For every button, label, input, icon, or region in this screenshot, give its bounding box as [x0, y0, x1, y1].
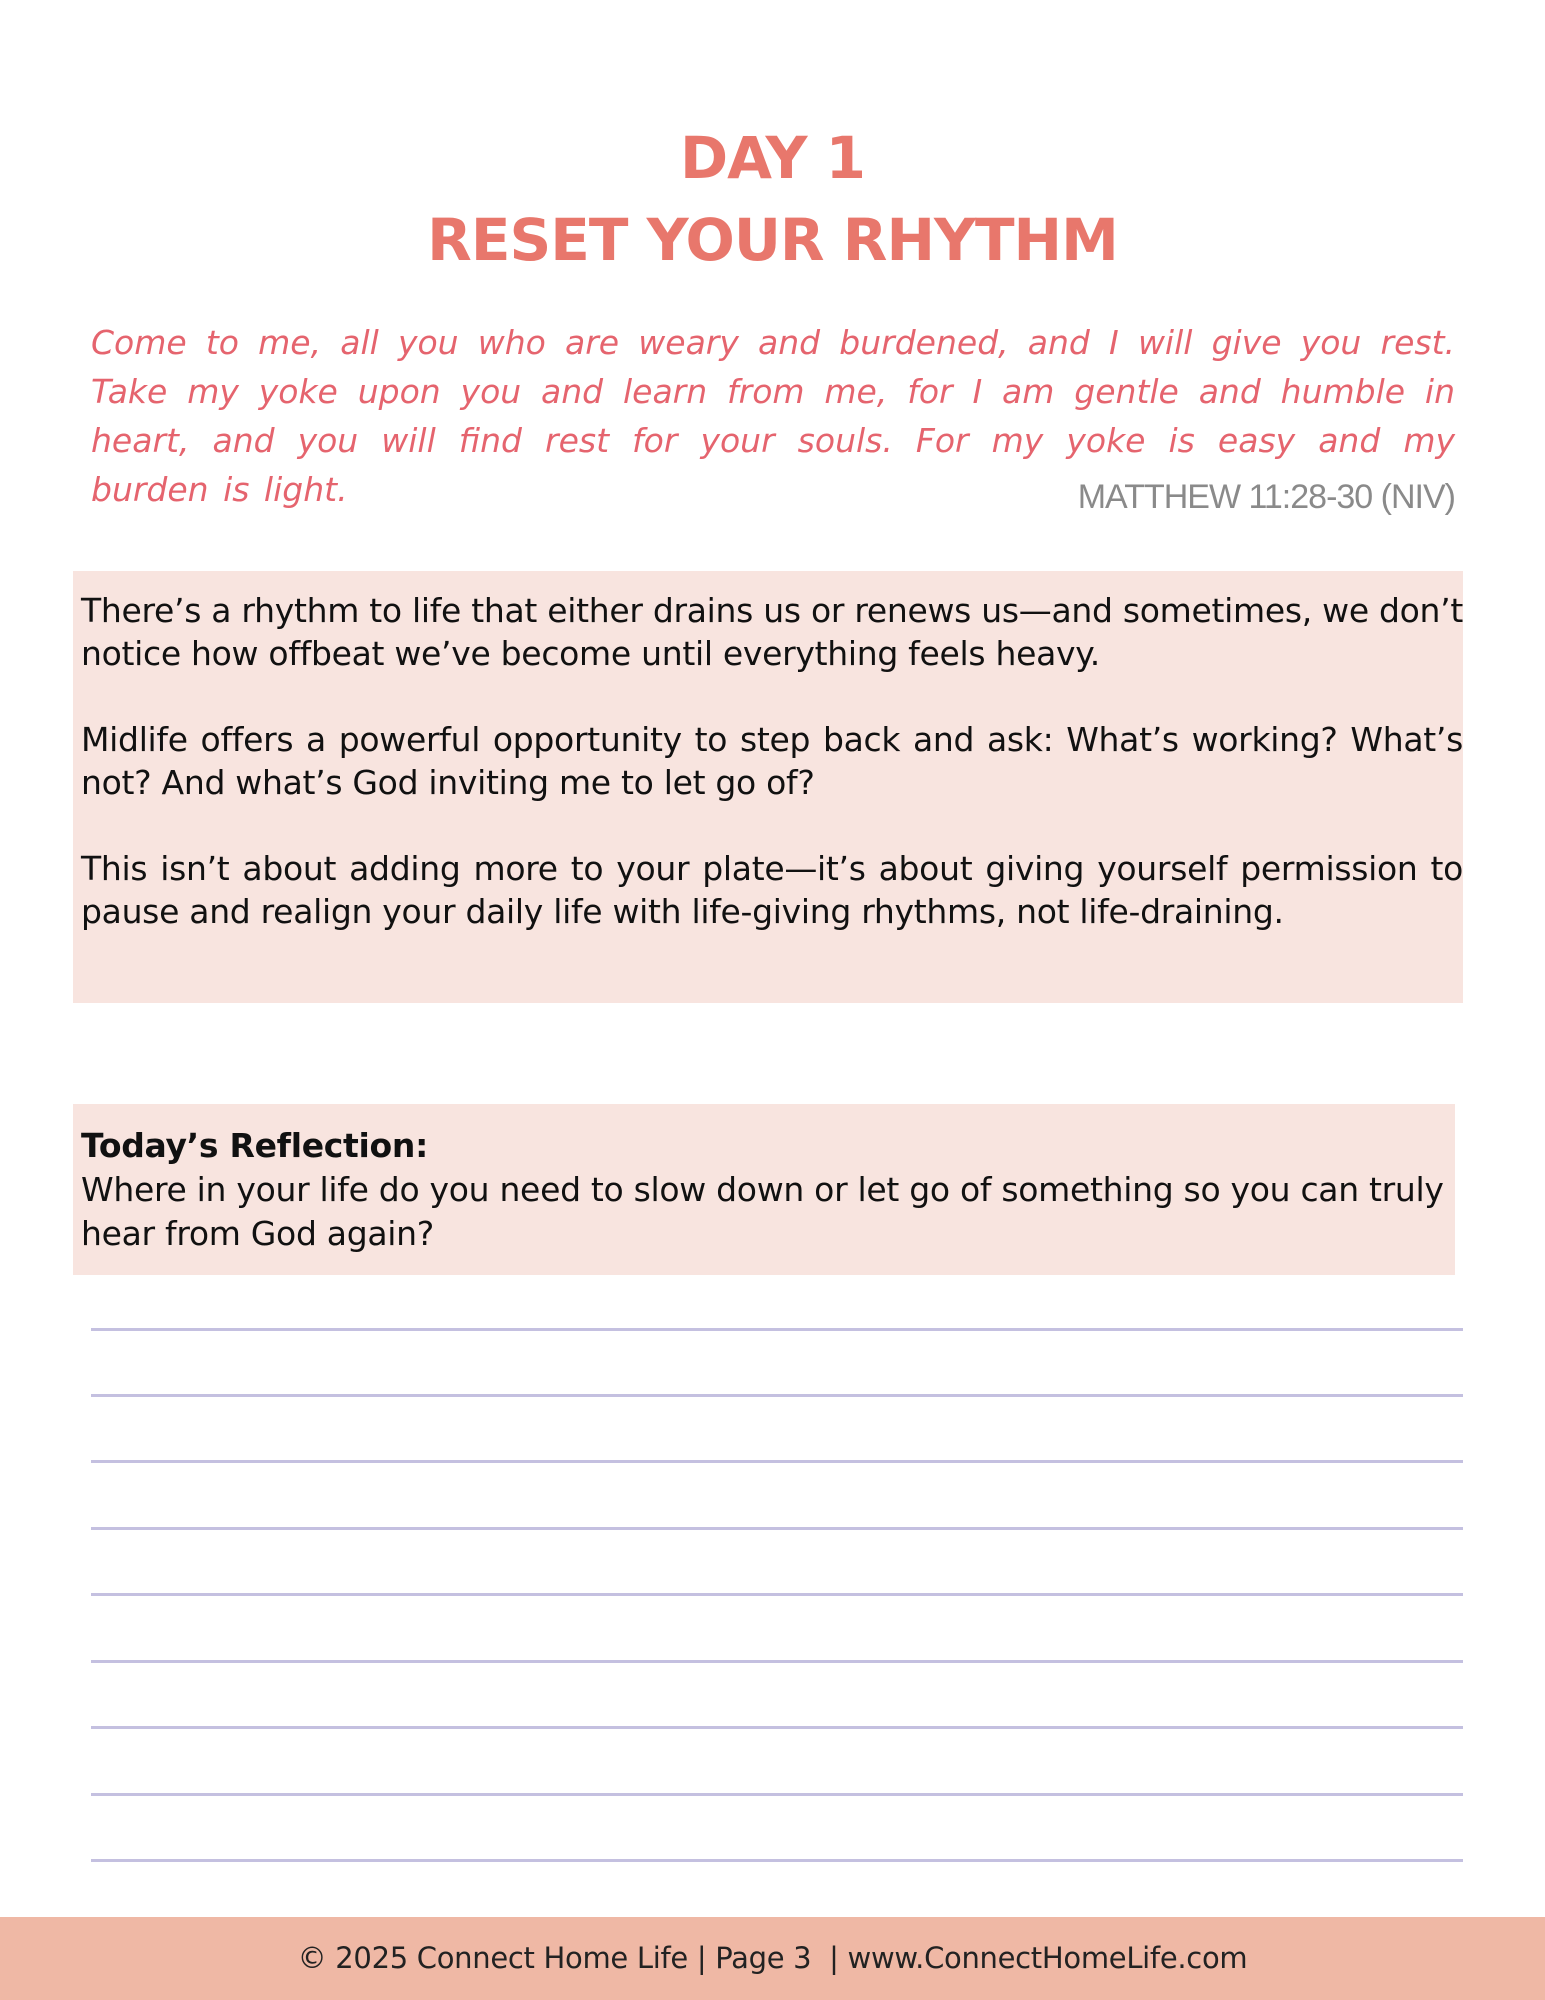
journal-line[interactable] — [91, 1527, 1463, 1530]
page-footer: © 2025 Connect Home Life | Page 3 | www.ConnectHomeLife.com — [0, 1917, 1545, 2000]
day-label: DAY 1 — [679, 124, 866, 192]
reflection-heading: Today’s Reflection: — [81, 1126, 429, 1165]
reflection-question: Where in your life do you need to slow down or let go of something so you can truly hear from God again? — [81, 1170, 1444, 1253]
journal-line[interactable] — [91, 1460, 1463, 1463]
journal-line[interactable] — [91, 1394, 1463, 1397]
intro-paragraph-2: Midlife offers a powerful opportunity to step back and ask: What’s working? What’s not? And what’s God inviting me to let go of? — [81, 720, 1463, 802]
journal-line[interactable] — [91, 1660, 1463, 1663]
journal-line[interactable] — [91, 1726, 1463, 1729]
reflection-box — [73, 1104, 1455, 1275]
scripture-verse: Come to me, all you who are weary and burdened, and I will give you rest. Take my yoke upon you and learn from me, for I am gentle and humble in heart, and you will find rest for your souls. For my yoke is easy and my burden is light. — [91, 323, 1455, 509]
intro-paragraph-1: There’s a rhythm to life that either drains us or renews us—and sometimes, we don’t notice how offbeat we’ve become until everything feels heavy. — [81, 591, 1463, 673]
intro-box — [73, 571, 1463, 1003]
journal-line[interactable] — [91, 1859, 1463, 1862]
day-heading: RESET YOUR RHYTHM — [427, 206, 1118, 274]
scripture-reference: MATTHEW 11:28-30 (NIV) — [1077, 478, 1455, 516]
journal-line[interactable] — [91, 1593, 1463, 1596]
intro-paragraph-3: This isn’t about adding more to your plate—it’s about giving yourself permission to pause and realign your daily life with life-giving rhythms, not life-draining. — [81, 849, 1463, 931]
page-title — [0, 118, 1545, 282]
journal-line[interactable] — [91, 1793, 1463, 1796]
journal-line[interactable] — [91, 1328, 1463, 1331]
